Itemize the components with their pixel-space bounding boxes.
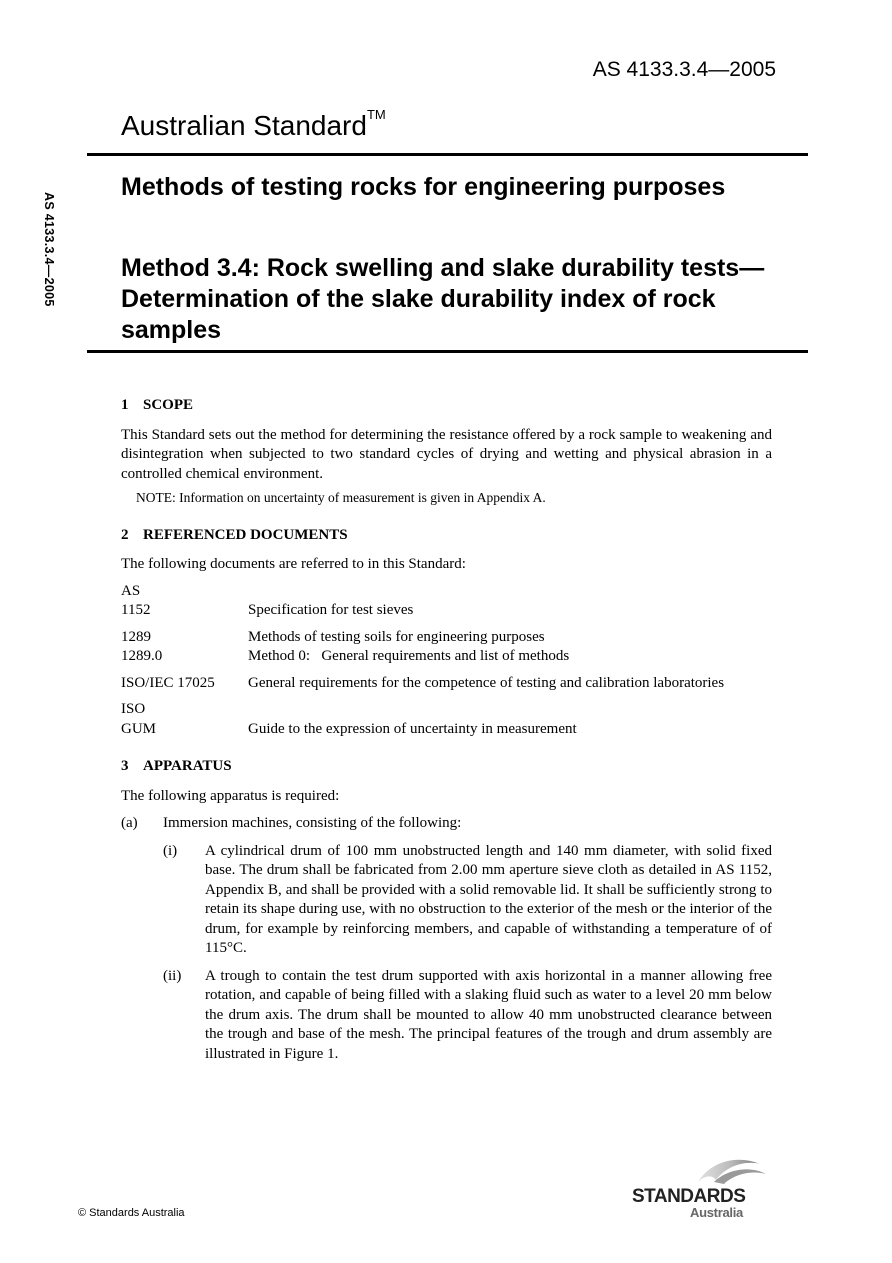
side-tab-standard-number: AS 4133.3.4—2005 bbox=[42, 192, 56, 307]
standard-number: AS 4133.3.4—2005 bbox=[592, 58, 776, 81]
sub-list-item-text: A trough to contain the test drum supported with axis horizontal in a manner allowing free rotation, and capable of being filled with a slaking fluid such as water to a level 20 mm below the drum axis. The drum shall be mounted to allow 40 mm unobstructed clearance between the trough and base of the mesh. The principal features of the trough and drum assembly are illustrated in Figure 1. bbox=[205, 967, 772, 1062]
reference-prefix: AS bbox=[121, 582, 141, 599]
section-number: 3 bbox=[121, 758, 129, 774]
section-number: 1 bbox=[121, 397, 129, 413]
reference-row bbox=[121, 674, 772, 694]
apparatus-intro: The following apparatus is required: bbox=[121, 787, 340, 804]
reference-row bbox=[121, 601, 772, 621]
reference-row bbox=[121, 647, 772, 667]
reference-code: ISO/IEC 17025 bbox=[121, 674, 215, 691]
reference-group-iso-iec bbox=[121, 674, 772, 694]
section-heading-text: SCOPE bbox=[143, 397, 194, 413]
section-heading-apparatus bbox=[121, 757, 772, 777]
reference-code: 1289.0 bbox=[121, 648, 163, 664]
section-heading-scope bbox=[121, 396, 772, 416]
reference-code: GUM bbox=[121, 720, 157, 737]
reference-row bbox=[121, 720, 772, 740]
sub-list-item bbox=[163, 842, 772, 959]
list-item-text: Immersion machines, consisting of the following: bbox=[163, 815, 462, 831]
document-title: Methods of testing rocks for engineering purposes bbox=[121, 173, 726, 201]
logo-wordmark: STANDARDS bbox=[632, 1186, 746, 1207]
list-item-label: (a) bbox=[121, 815, 138, 831]
reference-group-iso bbox=[121, 700, 772, 739]
list-item bbox=[121, 814, 772, 834]
reference-code: 1289 bbox=[121, 628, 151, 645]
document-body bbox=[121, 396, 772, 1064]
title-bottom-rule bbox=[87, 350, 808, 353]
reference-title: Method 0: General requirements and list of methods bbox=[248, 648, 570, 664]
reference-title: Guide to the expression of uncertainty in measurement bbox=[248, 720, 577, 737]
trademark-mark: TM bbox=[366, 106, 386, 122]
reference-code: 1152 bbox=[121, 602, 151, 618]
reference-title: Specification for test sieves bbox=[248, 602, 414, 618]
document-subtitle: Method 3.4: Rock swelling and slake durability tests—Determination of the slake durability index of rock samples bbox=[121, 254, 765, 344]
reference-group-1289 bbox=[121, 628, 772, 667]
section-heading-text: APPARATUS bbox=[143, 758, 232, 774]
logo-subtitle: Australia bbox=[690, 1205, 743, 1220]
sub-list-item-text: A cylindrical drum of 100 mm unobstructed length and 140 mm diameter, with solid fixed base. The drum shall be fabricated from 2.00 mm aperture sieve cloth as detailed in AS 1152, Appendix B, and shall be provided with a solid removable lid. It shall be sufficiently strong to retain its shape during use, with no obstruction to the exterior of the mesh or the interior of the drum, for example by reinforcing members, and capable of withstanding a temperature of of 115°C. bbox=[205, 842, 772, 956]
section-heading-text: REFERENCED DOCUMENTS bbox=[143, 526, 348, 543]
sub-list-item-label: (ii) bbox=[163, 967, 182, 984]
reference-prefix: ISO bbox=[121, 701, 146, 717]
scope-note: NOTE: Information on uncertainty of measurement is given in Appendix A. bbox=[136, 490, 546, 505]
standard-brand bbox=[121, 106, 386, 142]
reference-row bbox=[121, 628, 772, 648]
brand-text: Australian Standard bbox=[121, 110, 367, 141]
scope-paragraph: This Standard sets out the method for determining the resistance offered by a rock sample to weakening and disintegration when subjected to two standard cycles of drying and wetting and physical abrasion in a controlled chemical environment. bbox=[121, 426, 772, 482]
reference-title: General requirements for the competence of testing and calibration laboratories bbox=[248, 674, 725, 691]
sub-list-item bbox=[163, 967, 772, 1065]
section-number: 2 bbox=[121, 526, 129, 543]
section-heading-references bbox=[121, 526, 772, 546]
copyright-notice: © Standards Australia bbox=[78, 1207, 185, 1219]
title-top-rule bbox=[87, 153, 808, 156]
reference-group-as bbox=[121, 582, 772, 621]
sub-list-item-label: (i) bbox=[163, 842, 178, 859]
reference-title: Methods of testing soils for engineering purposes bbox=[248, 628, 545, 645]
references-intro: The following documents are referred to in this Standard: bbox=[121, 556, 466, 572]
